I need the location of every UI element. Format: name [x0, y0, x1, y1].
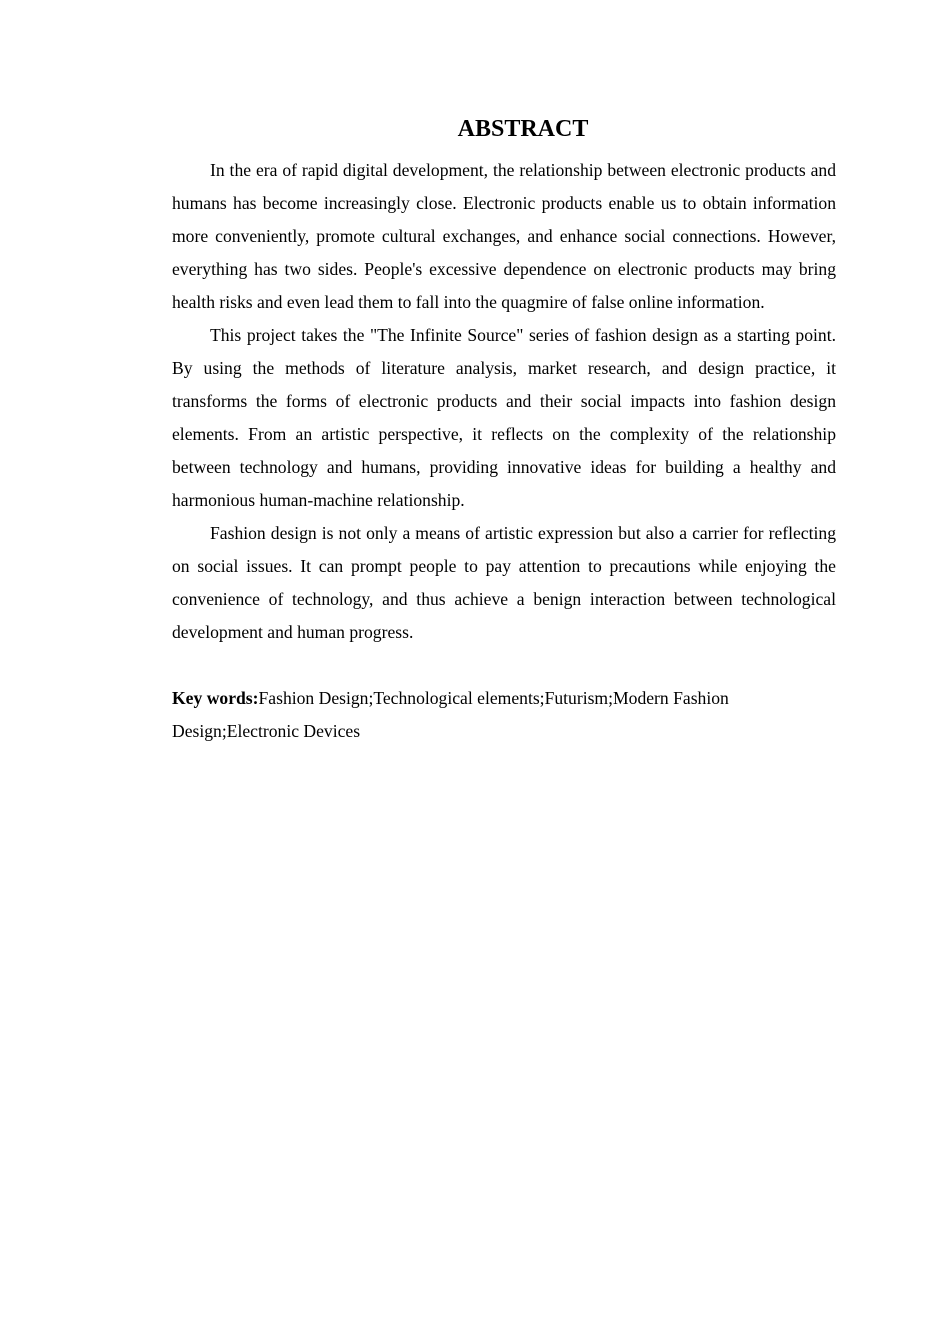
keywords-text: Fashion Design;Technological elements;Futurism;Modern Fashion Design;Electronic Devices: [172, 688, 729, 741]
keywords-label: Key words:: [172, 688, 259, 708]
abstract-paragraph-3: Fashion design is not only a means of artistic expression but also a carrier for reflecting on social issues. It can prompt people to pay attention to precautions while enjoying the convenience of technology, and thus achieve a benign interaction between technological development and human progress.: [172, 523, 836, 642]
abstract-title: ABSTRACT: [457, 116, 589, 142]
keywords-line: [172, 682, 836, 748]
abstract-paragraph-1: In the era of rapid digital development, the relationship between electronic products and humans has become increasingly close. Electronic products enable us to obtain information more conveniently, promote cultural exchanges, and enhance social connections. However, everything has two sides. People's excessive dependence on electronic products may bring health risks and even lead them to fall into the quagmire of false online information.: [172, 160, 836, 312]
abstract-section: [172, 112, 836, 748]
abstract-paragraph-2: This project takes the "The Infinite Source" series of fashion design as a starting point. By using the methods of literature analysis, market research, and design practice, it transforms the forms of electronic products and their social impacts into fashion design elements. From an artistic perspective, it reflects on the complexity of the relationship between technology and humans, providing innovative ideas for building a healthy and harmonious human-machine relationship.: [172, 325, 836, 510]
